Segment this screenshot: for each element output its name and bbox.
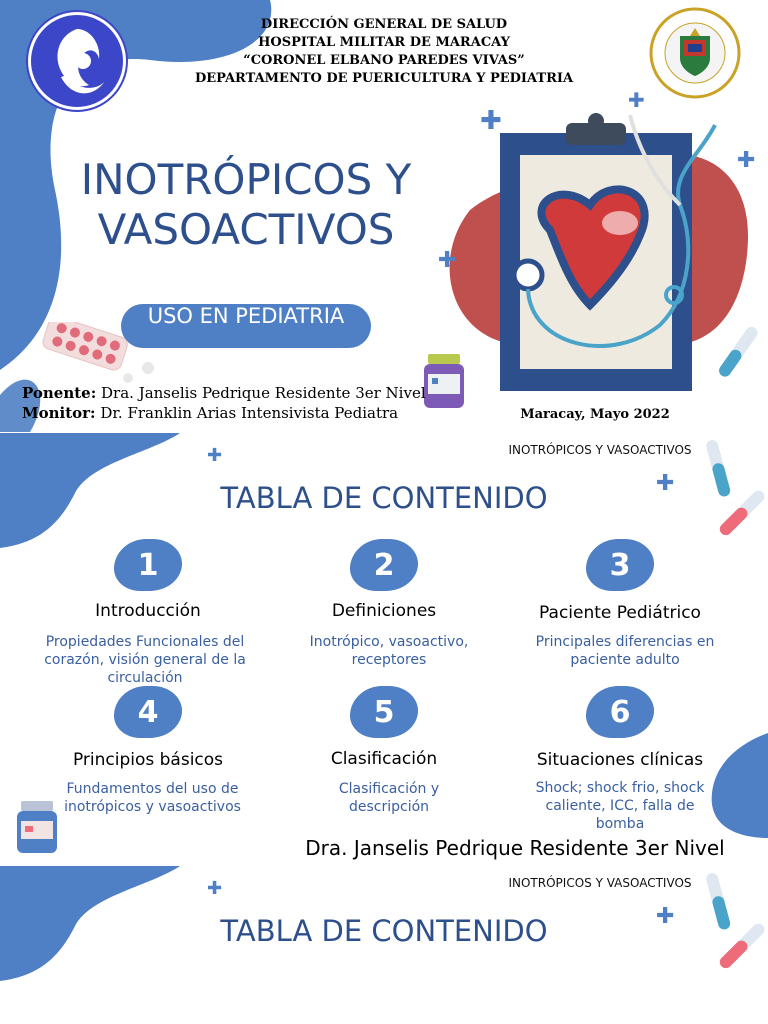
item-description: Shock; shock frio, shock caliente, ICC, falla de bomba — [535, 780, 705, 832]
presentation-title — [50, 155, 442, 255]
title-line-1: INOTRÓPICOS Y — [80, 155, 412, 204]
ponente-label: Ponente: — [22, 384, 97, 402]
plus-decor-icon: ✚ — [207, 878, 223, 899]
toc-title: TABLA DE CONTENIDO — [220, 914, 548, 948]
plus-decor-icon: ✚ — [207, 445, 223, 466]
mother-child-icon — [31, 15, 123, 107]
footer-author: Dra. Janselis Pedrique Residente 3er Nivel — [305, 836, 725, 860]
institution-header — [150, 16, 618, 88]
ponente-line — [22, 384, 426, 402]
header-line-4: DEPARTAMENTO DE PUERICULTURA Y PEDIATRIA — [194, 71, 574, 86]
item-description: Inotrópico, vasoactivo, receptores — [309, 634, 469, 668]
item-number-badge: 4 — [114, 686, 182, 738]
monitor-label: Monitor: — [22, 404, 96, 422]
test-tubes-icon — [700, 868, 768, 978]
item-description: Propiedades Funcionales del corazón, visión general de la circulación — [44, 634, 246, 686]
subtitle-pill: USO EN PEDIATRIA — [121, 304, 371, 348]
plus-decor-icon: ✚ — [628, 88, 645, 112]
item-description: Fundamentos del uso de inotrópicos y vasoactivos — [64, 781, 241, 815]
plus-decor-icon: ✚ — [656, 471, 675, 496]
hospital-crest-logo — [648, 6, 742, 100]
ministry-logo — [28, 12, 126, 110]
item-title: Situaciones clínicas — [536, 750, 704, 770]
item-number-badge: 1 — [114, 539, 182, 591]
item-title: Definiciones — [331, 601, 437, 621]
medicine-jar-icon — [14, 799, 60, 855]
header-line-1: DIRECCIÓN GENERAL DE SALUD — [260, 17, 508, 32]
toc-slide-2 — [0, 866, 768, 1024]
medicine-jar-icon — [420, 352, 468, 410]
plus-decor-icon: ✚ — [656, 904, 675, 929]
test-tubes-icon — [700, 435, 768, 545]
item-number-badge: 6 — [586, 686, 654, 738]
item-number-badge: 3 — [586, 539, 654, 591]
monitor-line — [22, 404, 398, 422]
item-number-badge: 5 — [350, 686, 418, 738]
presentation-date: Maracay, Mayo 2022 — [520, 407, 670, 422]
item-number-badge: 2 — [350, 539, 418, 591]
slide-header: INOTRÓPICOS Y VASOACTIVOS — [508, 876, 692, 890]
toc-slide — [0, 433, 768, 865]
title-line-2: VASOACTIVOS — [97, 205, 395, 254]
plus-decor-icon: ✚ — [438, 248, 457, 273]
item-title: Introducción — [95, 601, 201, 621]
crest-icon — [648, 6, 742, 100]
toc-title: TABLA DE CONTENIDO — [220, 481, 548, 515]
pill-blister-icon — [36, 322, 166, 386]
cover-slide — [0, 0, 768, 432]
plus-decor-icon: ✚ — [480, 106, 502, 136]
ponente-value: Dra. Janselis Pedrique Residente 3er Nivel — [96, 384, 426, 402]
monitor-value: Dr. Franklin Arias Intensivista Pediatra — [95, 404, 399, 422]
item-title: Principios básicos — [72, 750, 224, 770]
item-title: Paciente Pediátrico — [539, 603, 701, 623]
test-tube-icon — [706, 320, 766, 390]
header-line-3: “CORONEL ELBANO PAREDES VIVAS” — [243, 53, 525, 68]
item-title: Clasificación — [330, 749, 438, 769]
item-description: Clasificación y descripción — [338, 781, 440, 815]
plus-decor-icon: ✚ — [737, 148, 756, 173]
clipboard-heart-illustration — [490, 95, 730, 400]
slide-header: INOTRÓPICOS Y VASOACTIVOS — [508, 443, 692, 457]
item-description: Principales diferencias en paciente adulto — [535, 634, 715, 668]
header-line-2: HOSPITAL MILITAR DE MARACAY — [258, 35, 510, 50]
